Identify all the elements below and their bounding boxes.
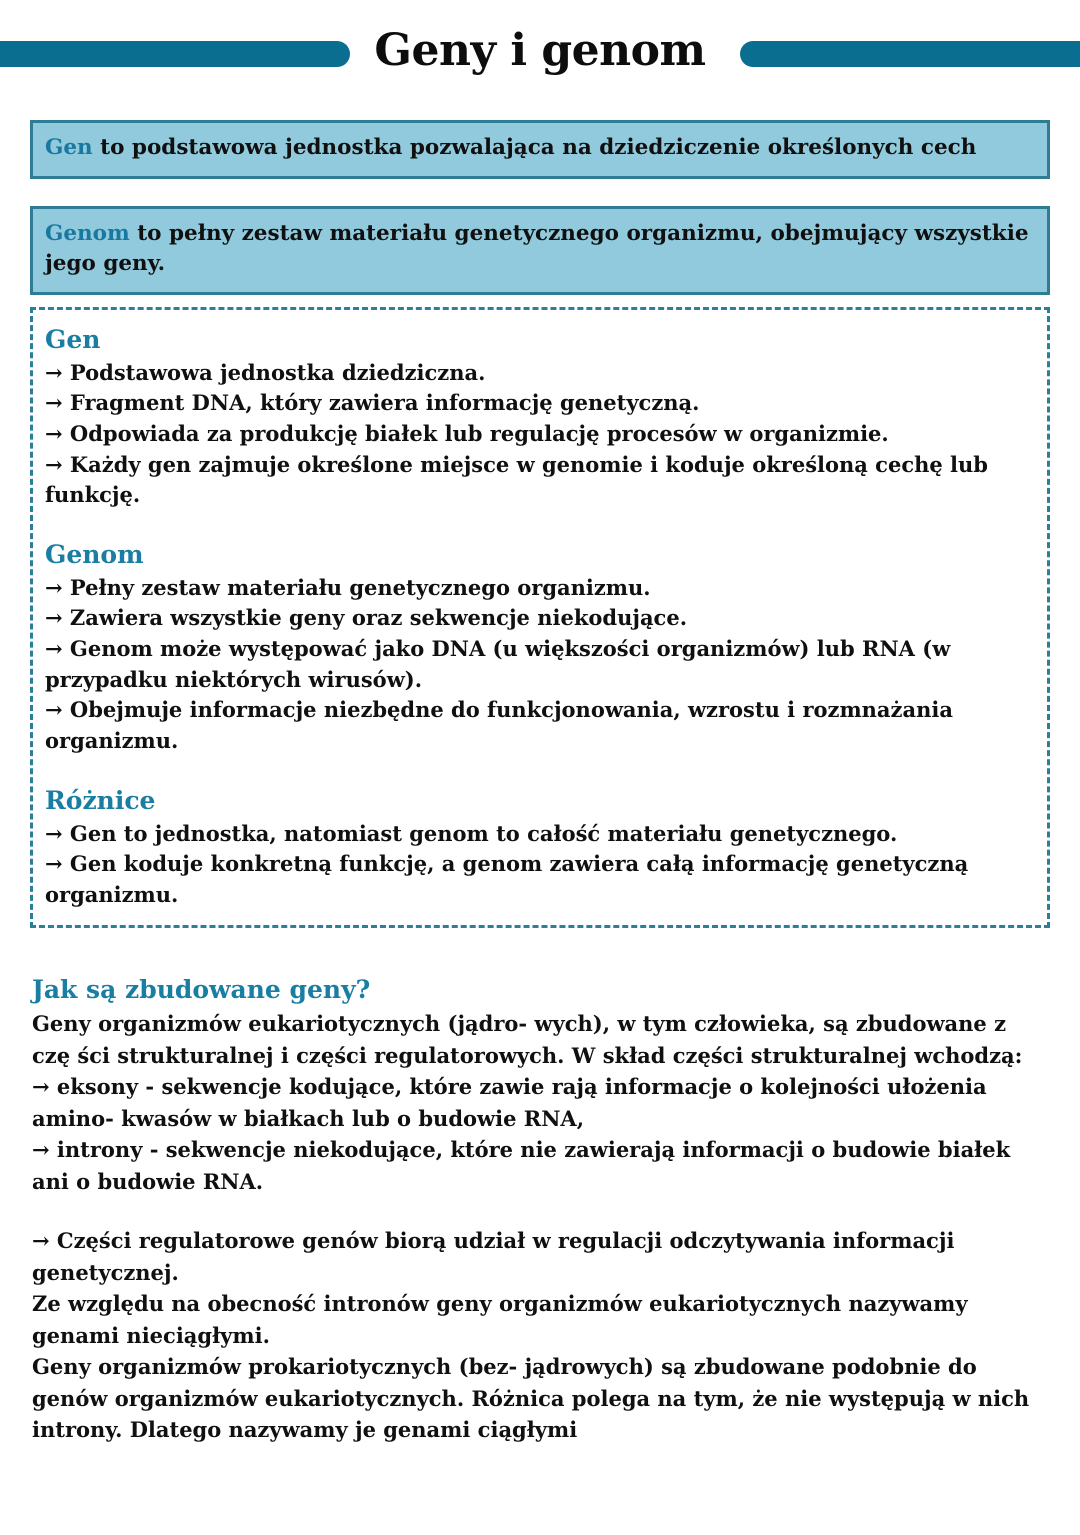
- bullet-item: → Podstawowa jednostka dziedziczna.: [45, 359, 486, 385]
- definition-box-genom: [30, 206, 1050, 295]
- prose-heading: Jak są zbudowane geny?: [32, 974, 371, 1004]
- section-heading-roznice: Różnice: [45, 785, 156, 815]
- prose-paragraph: Geny organizmów eukariotycznych (jądro- wych), w tym człowieka, są zbudowane z czę ści strukturalnej i części regulatorowych. W skład części strukturalnej wchodzą:: [32, 1011, 1023, 1068]
- page-title: Geny i genom: [374, 25, 706, 76]
- section-heading-genom: Genom: [45, 539, 144, 569]
- definition-term-genom: Genom: [45, 220, 130, 246]
- bullet-item: → Zawiera wszystkie geny oraz sekwencje niekodujące.: [45, 605, 688, 631]
- bullet-item: → Fragment DNA, który zawiera informację genetyczną.: [45, 390, 700, 416]
- prose-paragraph: → introny - sekwencje niekodujące, które nie zawierają informacji o budowie białek ani o budowie RNA.: [32, 1137, 1011, 1194]
- paragraph-spacer: [32, 1197, 1050, 1225]
- prose-paragraph: Geny organizmów prokariotycznych (bez- jądrowych) są zbudowane podobnie do genów organizmów eukariotycznych. Różnica polega na tym, że nie występują w nich introny. Dlatego nazywamy je genami ciągłymi: [32, 1354, 1030, 1443]
- definition-text-genom: to pełny zestaw materiału genetycznego organizmu, obejmujący wszystkie jego geny.: [45, 220, 1029, 277]
- title-banner-bar-right: [740, 41, 1080, 67]
- definition-box-gen: [30, 120, 1050, 179]
- bullet-item: → Odpowiada za produkcję białek lub regulację procesów w organizmie.: [45, 420, 889, 446]
- bullet-item: → Genom może występować jako DNA (u większości organizmów) lub RNA (w przypadku niektórych wirusów).: [45, 636, 951, 692]
- prose-paragraph: → eksony - sekwencje kodujące, które zawie rają informacje o kolejności ułożenia amino- kwasów w białkach lub o budowie RNA,: [32, 1074, 987, 1131]
- bullet-item: → Gen to jednostka, natomiast genom to całość materiału genetycznego.: [45, 820, 898, 846]
- section-heading-gen: Gen: [45, 324, 101, 354]
- prose-paragraph: → Części regulatorowe genów biorą udział w regulacji odczytywania informacji genetycznej.: [32, 1228, 955, 1285]
- bullet-item: → Każdy gen zajmuje określone miejsce w genomie i koduje określoną cechę lub funkcję.: [45, 451, 988, 508]
- bullet-item: → Gen koduje konkretną funkcję, a genom zawiera całą informację genetyczną organizmu.: [45, 851, 969, 908]
- definition-text-gen: to podstawowa jednostka pozwalająca na dziedziczenie określonych cech: [92, 135, 977, 160]
- title-banner-bar-left: [0, 41, 350, 67]
- page-title-banner: [0, 8, 1080, 94]
- definition-term-gen: Gen: [45, 135, 93, 160]
- prose-paragraph: Ze względu na obecność intronów geny organizmów eukariotycznych nazywamy genami nieciągłymi.: [32, 1291, 968, 1348]
- bullet-item: → Obejmuje informacje niezbędne do funkcjonowania, wzrostu i rozmnażania organizmu.: [45, 697, 953, 754]
- dashed-notes-box: [30, 307, 1050, 928]
- bullet-item: → Pełny zestaw materiału genetycznego organizmu.: [45, 574, 651, 600]
- prose-section: [32, 974, 1050, 1446]
